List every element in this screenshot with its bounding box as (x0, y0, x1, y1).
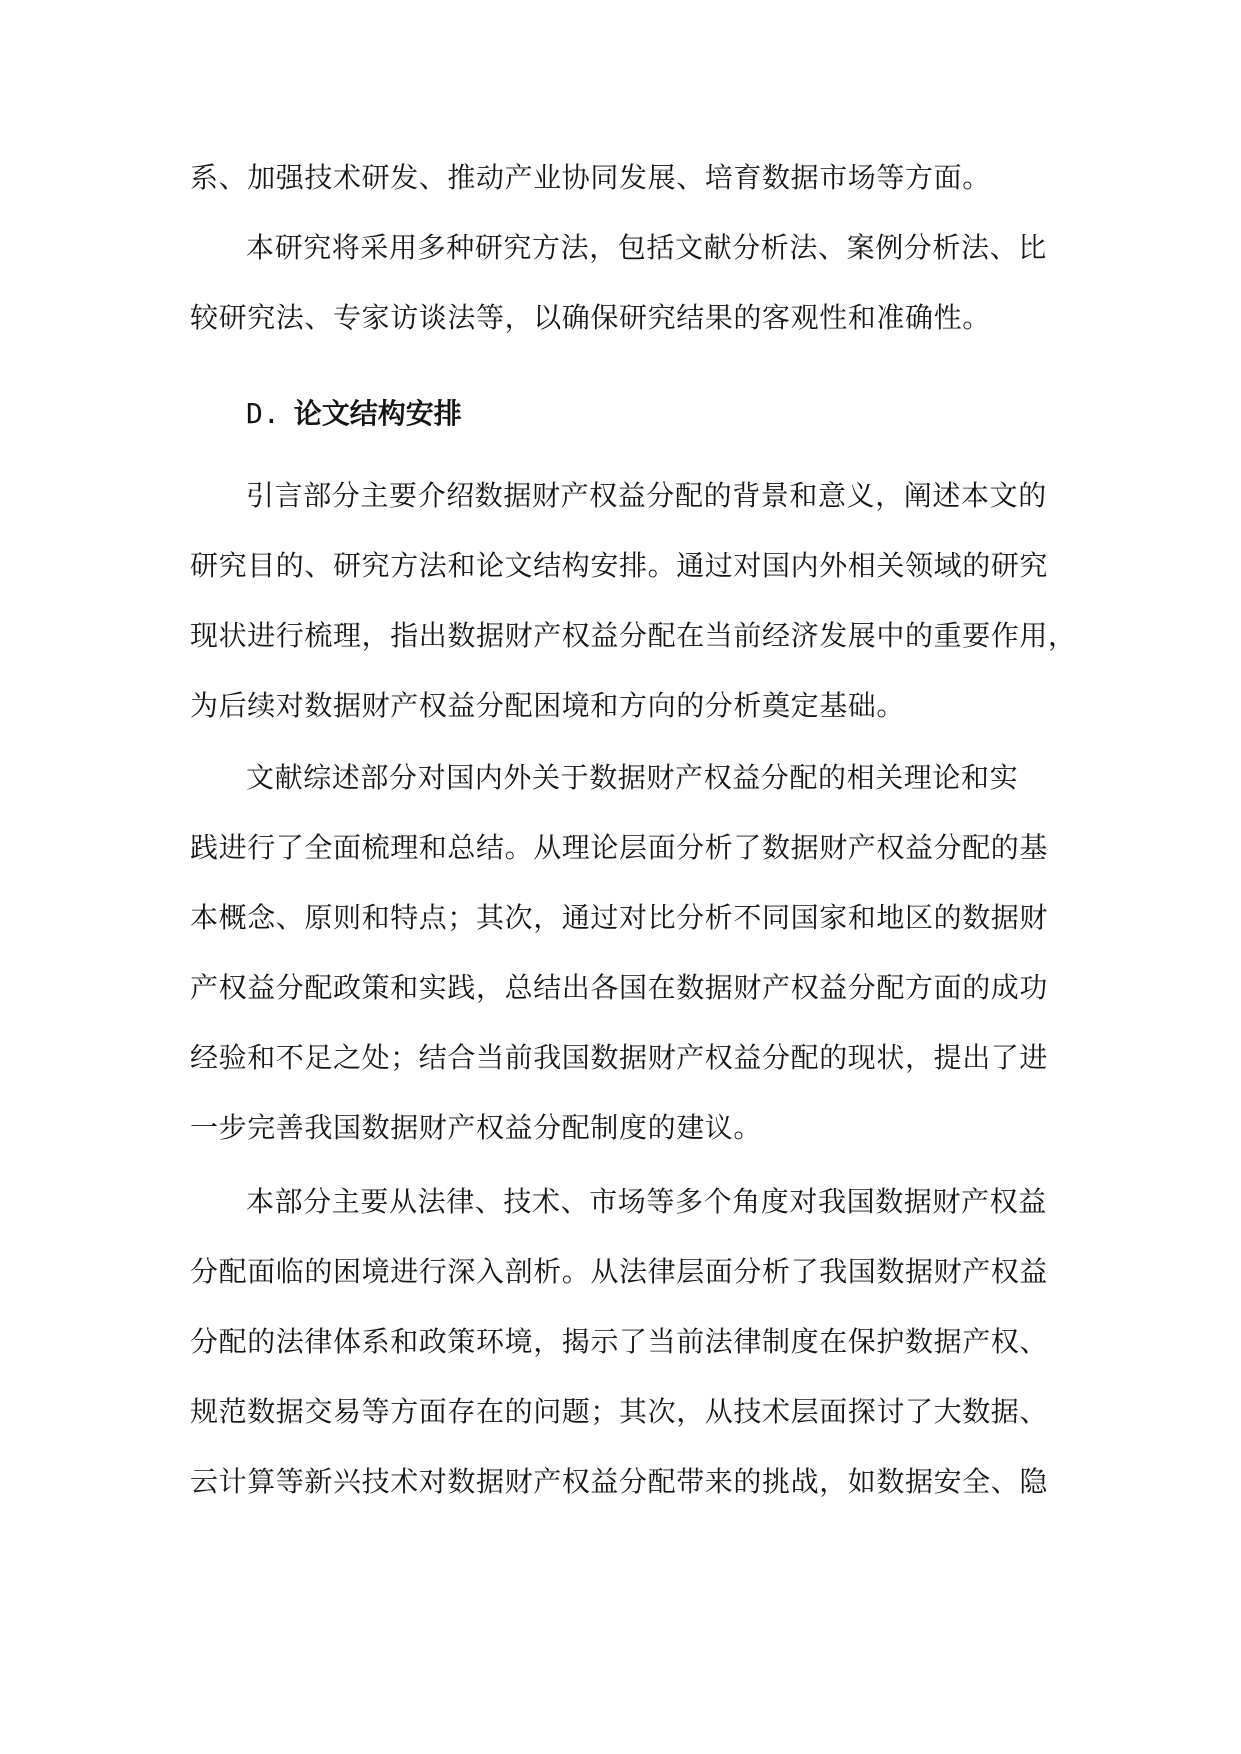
paragraph-line: 现状进行梳理，指出数据财产权益分配在当前经济发展中的重要作用， (190, 619, 1077, 652)
paragraph-line: 系、加强技术研发、推动产业协同发展、培育数据市场等方面。 (190, 161, 991, 194)
paragraph-line: 研究目的、研究方法和论文结构安排。通过对国内外相关领域的研究 (190, 549, 1049, 582)
paragraph-line: 为后续对数据财产权益分配困境和方向的分析奠定基础。 (190, 689, 906, 722)
paragraph-line: 引言部分主要介绍数据财产权益分配的背景和意义，阐述本文的 (246, 479, 1047, 512)
paragraph-line: 分配面临的困境进行深入剖析。从法律层面分析了我国数据财产权益 (190, 1255, 1049, 1288)
paragraph-line: 本概念、原则和特点；其次，通过对比分析不同国家和地区的数据财 (190, 901, 1049, 934)
paragraph-line: 本部分主要从法律、技术、市场等多个角度对我国数据财产权益 (246, 1185, 1047, 1218)
paragraph-line: 经验和不足之处；结合当前我国数据财产权益分配的现状，提出了进 (190, 1041, 1049, 1074)
paragraph-line: 践进行了全面梳理和总结。从理论层面分析了数据财产权益分配的基 (190, 831, 1049, 864)
paragraph-line: 较研究法、专家访谈法等，以确保研究结果的客观性和准确性。 (190, 301, 991, 334)
paragraph-line: 产权益分配政策和实践，总结出各国在数据财产权益分配方面的成功 (190, 971, 1049, 1004)
paragraph-line: 规范数据交易等方面存在的问题；其次，从技术层面探讨了大数据、 (190, 1395, 1049, 1428)
section-title: 论文结构安排 (293, 397, 462, 430)
paragraph-line: 云计算等新兴技术对数据财产权益分配带来的挑战，如数据安全、隐 (190, 1465, 1049, 1498)
paragraph-line: 分配的法律体系和政策环境，揭示了当前法律制度在保护数据产权、 (190, 1325, 1049, 1358)
paragraph-line: 一步完善我国数据财产权益分配制度的建议。 (190, 1111, 763, 1144)
paragraph-line: 文献综述部分对国内外关于数据财产权益分配的相关理论和实 (246, 761, 1019, 794)
section-number: D. (246, 397, 280, 430)
section-heading (246, 392, 462, 436)
paragraph-line: 本研究将采用多种研究方法，包括文献分析法、案例分析法、比 (246, 231, 1047, 264)
